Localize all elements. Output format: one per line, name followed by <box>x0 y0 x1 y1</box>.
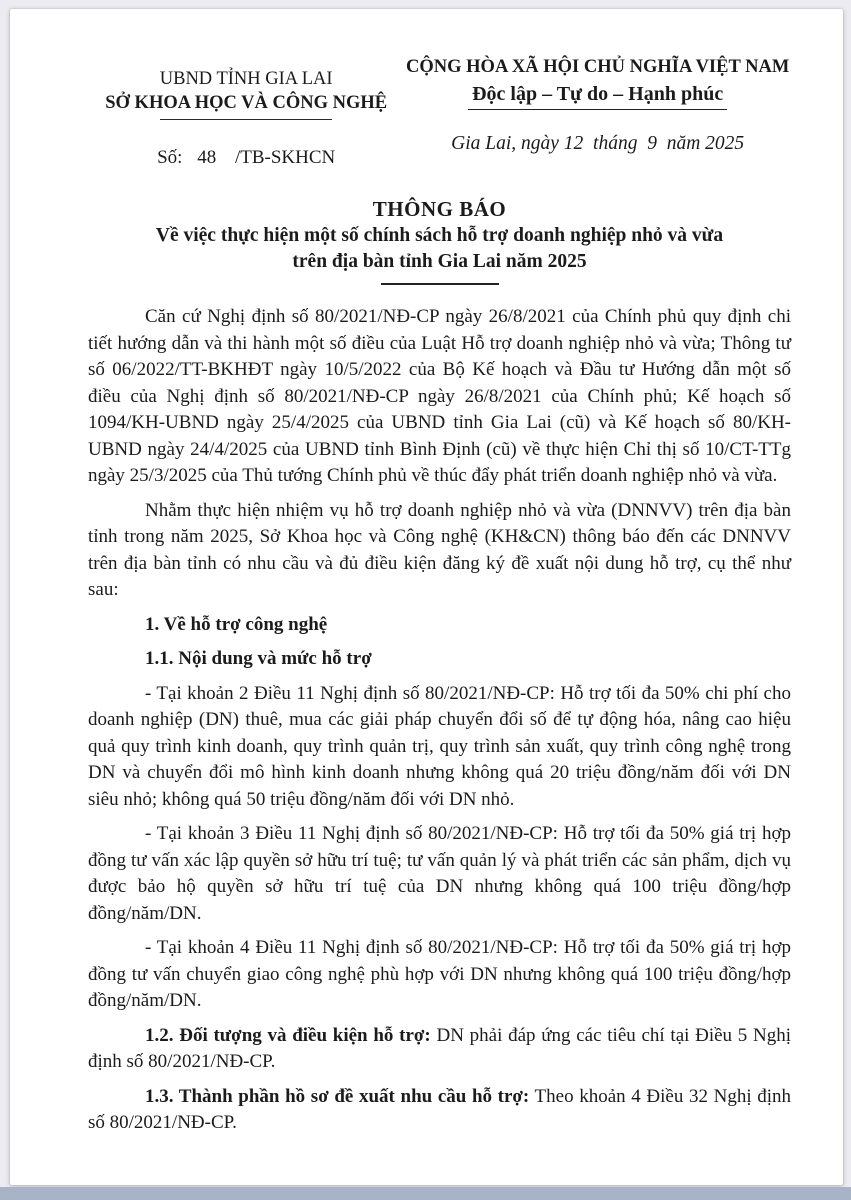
paragraph-text: Theo khoản 4 Điều 32 Nghị định số 80/2021/NĐ-CP. <box>88 1085 792 1133</box>
subsection-lead: 1.2. Đối tượng và điều kiện hỗ trợ: <box>145 1024 431 1046</box>
body-paragraph: - Tại khoản 4 Điều 11 Nghị định số 80/2021/NĐ-CP: Hỗ trợ tối đa 50% giá trị hợp đồng tư vấn chuyển giao công nghệ phù hợp với DN nhưng không quá 100 triệu đồng/hợp đồng/năm/DN. <box>88 937 791 1011</box>
national-title: CỘNG HÒA XÃ HỘI CHỦ NGHĨA VIỆT NAM <box>406 57 790 77</box>
issuing-org-block <box>88 55 404 169</box>
document-number-value: 48 <box>197 147 217 168</box>
document-number-symbol: /TB-SKHCN <box>234 147 336 168</box>
org-name-underline <box>160 119 332 120</box>
document-header <box>88 55 791 169</box>
national-motto: Độc lập – Tự do – Hạnh phúc <box>468 81 727 110</box>
document-page <box>10 9 843 1185</box>
place-and-date: Gia Lai, ngày 12 tháng 9 năm 2025 <box>451 133 745 154</box>
title-block <box>88 196 791 285</box>
title-divider <box>381 283 499 285</box>
body-paragraph: Nhằm thực hiện nhiệm vụ hỗ trợ doanh nghiệp nhỏ và vừa (DNNVV) trên địa bàn tỉnh trong năm 2025, Sở Khoa học và Công nghệ (KH&CN) thông báo đến các DNNVV trên địa bàn tỉnh có nhu cầu và đủ điều kiện đăng ký đề xuất nội dung hỗ trợ, cụ thể như sau: <box>88 499 791 600</box>
body-paragraph: Căn cứ Nghị định số 80/2021/NĐ-CP ngày 26/8/2021 của Chính phủ quy định chi tiết hướng dẫn và thi hành một số điều của Luật Hỗ trợ doanh nghiệp nhỏ và vừa; Thông tư số 06/2022/TT-BKHĐT ngày 10/5/2022 của Bộ Kế hoạch và Đầu tư Hướng dẫn một số điều của Nghị định số 80/2021/NĐ-CP ngày 26/8/2021 của Chính phủ; Kế hoạch số 1094/KH-UBND ngày 25/4/2025 của UBND tỉnh Gia Lai (cũ) và Kế hoạch số 80/KH-UBND ngày 24/4/2025 của UBND tỉnh Bình Định (cũ) về thực hiện Chỉ thị số 10/CT-TTg ngày 25/3/2025 của Thủ tướng Chính phủ về thúc đẩy phát triển doanh nghiệp nhỏ và vừa. <box>88 306 791 486</box>
document-number-label: Số: <box>157 147 183 168</box>
body-paragraph: - Tại khoản 3 Điều 11 Nghị định số 80/2021/NĐ-CP: Hỗ trợ tối đa 50% giá trị hợp đồng tư vấn xác lập quyền sở hữu trí tuệ; tư vấn quản lý và phát triển các sản phẩm, dịch vụ được bảo hộ quyền sở hữu trí tuệ của DN nhưng không quá 100 triệu đồng/hợp đồng/năm/DN. <box>88 823 791 924</box>
document-content <box>88 55 791 1185</box>
org-name: SỞ KHOA HỌC VÀ CÔNG NGHỆ <box>105 93 388 113</box>
section-heading: 1. Về hỗ trợ công nghệ <box>145 613 328 635</box>
document-body <box>88 304 791 1137</box>
subsection-lead: 1.3. Thành phần hồ sơ đề xuất nhu cầu hỗ trợ: <box>145 1085 530 1107</box>
national-header-block <box>404 55 791 169</box>
subsection-heading: 1.1. Nội dung và mức hỗ trợ <box>145 648 372 669</box>
photo-bottom-edge <box>0 1187 851 1200</box>
paragraph-text: DN phải đáp ứng các tiêu chí tại Điều 5 Nghị định số 80/2021/NĐ-CP. <box>88 1024 792 1072</box>
body-paragraph: - Tại khoản 2 Điều 11 Nghị định số 80/2021/NĐ-CP: Hỗ trợ tối đa 50% chi phí cho doanh nghiệp (DN) thuê, mua các giải pháp chuyển đổi số để tự động hóa, nâng cao hiệu quả quy trình kinh doanh, quy trình quản trị, quy trình sản xuất, quy trình công nghệ trong DN và chuyển đổi mô hình kinh doanh nhưng không quá 20 triệu đồng/năm đối với DN siêu nhỏ; không quá 50 triệu đồng/năm đối với DN nhỏ. <box>88 682 791 810</box>
document-type-title: THÔNG BÁO <box>372 197 507 221</box>
body-paragraph <box>88 1023 791 1076</box>
document-subject-line1: Về việc thực hiện một số chính sách hỗ trợ doanh nghiệp nhỏ và vừa <box>155 225 724 246</box>
document-subject-line2: trên địa bàn tỉnh Gia Lai năm 2025 <box>292 251 587 272</box>
org-parent-name: UBND TỈNH GIA LAI <box>159 69 333 89</box>
document-number <box>88 147 404 169</box>
body-paragraph <box>88 1084 791 1137</box>
